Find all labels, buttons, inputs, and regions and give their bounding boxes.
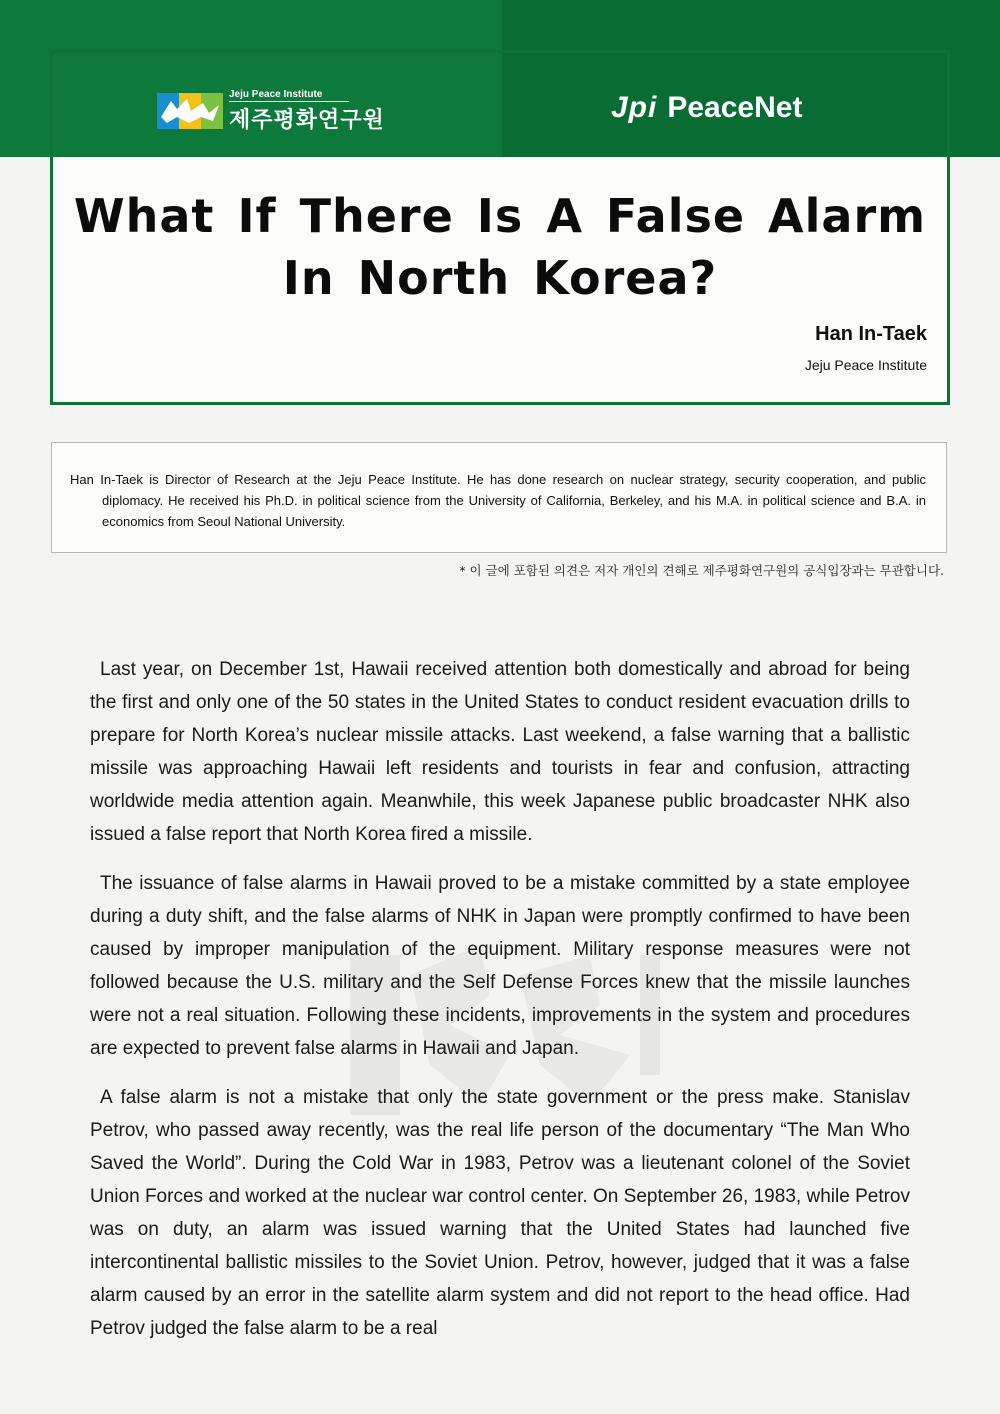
disclaimer: * 이 글에 포함된 의견은 저자 개인의 견해로 제주평화연구원의 공식입장과는 무관합니다. <box>459 563 944 578</box>
brand-prefix: Jpi <box>611 91 658 124</box>
author-affiliation: Jeju Peace Institute <box>804 357 927 373</box>
author-bio-box <box>51 442 947 553</box>
jeju-peace-institute-logo <box>157 89 385 133</box>
author-bio: Han In-Taek is Director of Research at the Jeju Peace Institute. He has done research on nuclear strategy, security cooperation, and public diplomacy. He received his Ph.D. in political science from the University of California, Berkeley, and his M.A. in political science and B.A. in economics from Seoul National University. <box>70 472 926 529</box>
dove-logo-icon <box>157 91 223 131</box>
brand-name: PeaceNet <box>667 91 803 124</box>
frame-header <box>53 53 947 157</box>
author-name: Han In-Taek <box>815 323 927 345</box>
peacenet-logo <box>611 91 802 125</box>
org-name-en: Jeju Peace Institute <box>229 89 349 102</box>
article-body <box>90 653 910 1361</box>
paragraph: A false alarm is not a mistake that only the state government or the press make. Stanislav Petrov, who passed away recently, was the real life person of the documentary “The Man Who Saved the World”. During the Cold War in 1983, Petrov was a lieutenant colonel of the Soviet Union Forces and worked at the nuclear war control center. On September 26, 1983, while Petrov was on duty, an alarm was issued warning that the United States had launched five intercontinental ballistic missiles to the Soviet Union. Petrov, however, judged that it was a false alarm caused by an error in the satellite alarm system and did not report to the head office. Had Petrov judged the false alarm to be a real <box>90 1087 910 1339</box>
article-title: What If There Is A False Alarm In North Korea? <box>73 189 927 305</box>
org-name-ko: 제주평화연구원 <box>229 107 385 133</box>
paragraph: Last year, on December 1st, Hawaii received attention both domestically and abroad for being the first and only one of the 50 states in the United States to conduct resident evacuation drills to prepare for North Korea’s nuclear missile attacks. Last weekend, a false warning that a ballistic missile was approaching Hawaii left residents and tourists in fear and confusion, attracting worldwide media attention again. Meanwhile, this week Japanese public broadcaster NHK also issued a false report that North Korea fired a missile. <box>90 659 910 845</box>
paragraph: The issuance of false alarms in Hawaii proved to be a mistake committed by a state employee during a duty shift, and the false alarms of NHK in Japan were promptly confirmed to have been caused by improper manipulation of the equipment. Military response measures were not followed because the U.S. military and the Self Defense Forces knew that the missile launches were not a real situation. Following these incidents, improvements in the system and procedures are expected to prevent false alarms in Hawaii and Japan. <box>90 873 910 1059</box>
title-frame <box>50 50 950 405</box>
